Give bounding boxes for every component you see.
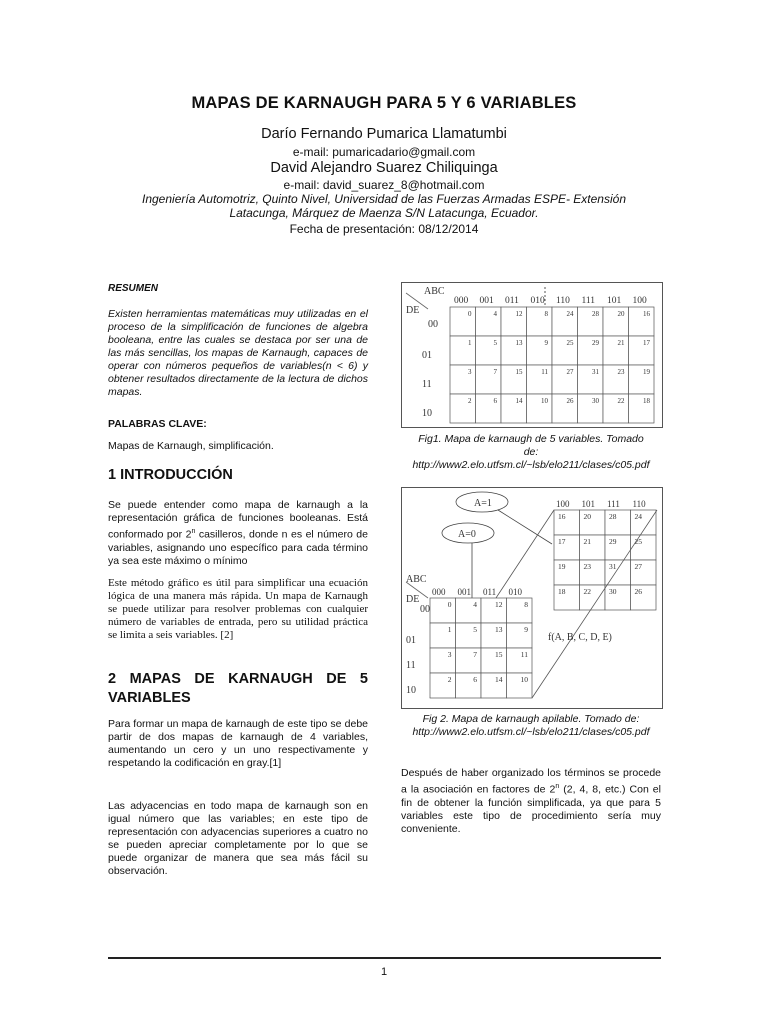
fig1-cell-value: 3 <box>468 368 472 376</box>
fig1-cell-value: 9 <box>544 339 548 347</box>
fig1-cell <box>450 394 476 423</box>
fig2-back-header: 100 <box>556 499 570 509</box>
fig1-cell <box>450 365 476 394</box>
fig2-front-cell <box>481 648 507 673</box>
figure-1-svg <box>402 283 662 427</box>
fig2-back-cell-value: 30 <box>609 587 617 596</box>
fig1-caption-line-3: http://www2.elo.utfsm.cl/~lsb/elo211/clases/c05.pdf <box>412 459 650 471</box>
fig2-caption-line-1: Fig 2. Mapa de karnaugh apilable. Tomado de: <box>422 713 640 725</box>
fig1-cell-value: 12 <box>515 310 523 318</box>
fig2-front-cell-value: 6 <box>473 675 477 684</box>
palabras-clave-text: Mapas de Karnaugh, simplificación. <box>108 440 274 452</box>
fig1-cell <box>527 394 553 423</box>
fig2-caption-line-2: http://www2.elo.utfsm.cl/~lsb/elo211/clases/c05.pdf <box>412 726 650 738</box>
fig1-cell-value: 18 <box>643 397 650 405</box>
fig2-back-header: 101 <box>581 499 595 509</box>
section-1-paragraph-1 <box>108 499 368 568</box>
figure-2-svg <box>402 488 662 708</box>
fig2-front-cell <box>507 598 533 623</box>
fig1-cell <box>476 365 502 394</box>
affiliation-line-1: Ingeniería Automotriz, Quinto Nivel, Universidad de las Fuerzas Armadas ESPE- Extensión <box>142 192 626 206</box>
fig2-front-cell <box>507 623 533 648</box>
fig1-row-header: 01 <box>422 350 432 361</box>
fig1-cell-value: 30 <box>592 397 599 405</box>
section-1-paragraph-2: Este método gráfico es útil para simplificar una ecuación lógica de una manera más rápida. Un mapa de Karnaugh se puede utilizar para resolver problemas con cualquier número de variables de entrada, pero su utilidad práctica se limita a seis variables. [2] <box>108 577 368 641</box>
fig2-front-cell-value: 13 <box>495 625 503 634</box>
fig2-front-cell-value: 9 <box>524 625 528 634</box>
affiliation <box>110 192 658 220</box>
fig2-back-cell-value: 27 <box>634 562 642 571</box>
fig1-cell-value: 27 <box>566 368 574 376</box>
section-2-paragraph-2: Las adyacencias en todo mapa de karnaugh son en igual número que las variables; en este tipo de representación con adyacencias superiores a cuatro no se pueden apreciar completamente por lo que se puede organizar de manera que sea más fácil su observación. <box>108 800 368 877</box>
fig1-cell <box>552 336 578 365</box>
fig1-cell-value: 6 <box>493 397 497 405</box>
fig2-function-label: f(A, B, C, D, E) <box>548 632 612 643</box>
fig1-cell-value: 1 <box>468 339 472 347</box>
fig2-back-cell-value: 19 <box>558 562 566 571</box>
fig1-cell <box>578 365 604 394</box>
fig1-corner-abc: ABC <box>424 286 445 297</box>
fig1-cell <box>629 336 655 365</box>
section-2-paragraph-1: Para formar un mapa de karnaugh de este tipo se debe partir de dos mapas de karnaugh de 4 variables, aumentando un cero y un uno respectivamente y respetando la codificación en gray.[1] <box>108 718 368 769</box>
fig2-front-cell <box>481 623 507 648</box>
fig2-front-cell <box>430 598 456 623</box>
fig1-cell-value: 25 <box>566 339 574 347</box>
fig1-cell <box>603 394 629 423</box>
fig2-bubble-a0-label: A=0 <box>458 529 476 540</box>
fig1-cell <box>552 394 578 423</box>
fig1-cell <box>629 307 655 336</box>
fig2-front-header: 010 <box>508 587 522 597</box>
fig2-row-header: 01 <box>406 635 416 646</box>
fig2-front-cell <box>507 673 533 698</box>
fig2-back-cell-value: 29 <box>609 537 617 546</box>
affiliation-line-2: Latacunga, Márquez de Maenza S/N Latacunga, Ecuador. <box>229 206 539 220</box>
fig2-back-cell-value: 17 <box>558 537 566 546</box>
fig2-front-cell-value: 1 <box>447 625 452 634</box>
footer-rule <box>108 957 661 959</box>
email-2: e-mail: david_suarez_8@hotmail.com <box>283 178 485 192</box>
fig1-cell <box>578 394 604 423</box>
fig1-cell-value: 10 <box>541 397 548 405</box>
fig2-front-cell <box>430 648 456 673</box>
fig2-back-cell-value: 28 <box>609 512 617 521</box>
presentation-date: Fecha de presentación: 08/12/2014 <box>289 222 479 236</box>
fig1-cell <box>527 365 553 394</box>
fig2-front-cell <box>456 598 482 623</box>
figure-1-caption <box>395 433 667 472</box>
fig1-cell <box>527 307 553 336</box>
fig1-cell-value: 14 <box>515 397 523 405</box>
fig2-front-cell <box>456 648 482 673</box>
fig1-cell <box>450 307 476 336</box>
fig1-cell-value: 17 <box>643 339 650 347</box>
fig1-row-header: 11 <box>422 379 432 390</box>
fig1-cell <box>476 336 502 365</box>
resumen-heading: RESUMEN <box>108 283 159 294</box>
fig2-row-header: 10 <box>406 685 416 696</box>
sec1-p1-sup: n <box>191 528 196 535</box>
fig1-cell <box>578 307 604 336</box>
fig2-front-cell-value: 0 <box>447 600 452 609</box>
right-paragraph-1 <box>401 767 661 836</box>
fig2-front-cell <box>481 673 507 698</box>
fig2-back-cell-value: 24 <box>634 512 642 521</box>
fig1-cell-value: 24 <box>566 310 574 318</box>
section-1-heading: 1 INTRODUCCIÓN <box>108 467 233 483</box>
fig2-row-header: 11 <box>406 660 416 671</box>
fig1-col-header: 101 <box>607 296 622 306</box>
section-2-heading: 2 MAPAS DE KARNAUGH DE 5 VARIABLES <box>108 671 368 706</box>
fig1-cell-value: 23 <box>617 368 625 376</box>
fig1-cell <box>501 336 527 365</box>
fig2-front-cell-value: 7 <box>473 650 477 659</box>
fig2-front-cell-value: 11 <box>520 650 528 659</box>
fig2-front-cell <box>456 623 482 648</box>
author-2: David Alejandro Suarez Chiliquinga <box>270 160 498 176</box>
fig1-cell <box>552 307 578 336</box>
fig2-front-grid <box>406 587 532 698</box>
fig2-front-cell-value: 15 <box>495 650 503 659</box>
fig1-row-header: 10 <box>422 408 432 419</box>
fig2-front-cell-value: 4 <box>473 600 477 609</box>
fig1-col-header: 111 <box>581 296 596 306</box>
fig1-cell-value: 15 <box>515 368 523 376</box>
fig1-col-header: 010 <box>530 296 545 306</box>
fig2-corner-de: DE <box>406 594 420 605</box>
fig1-cell-value: 29 <box>592 339 599 347</box>
resumen-text: Existen herramientas matemáticas muy utilizadas en el proceso de la simplificación de funciones de algebra booleana, entre las cuales se destaca por ser una de las más sencillas, los mapas de Karnaugh, capaces de operar con números pequeños de variables(n < 6) y obtener resultados directamente de la lectura de dichos mapas. <box>108 308 368 398</box>
fig2-back-cell-value: 18 <box>558 587 566 596</box>
fig1-cell <box>552 365 578 394</box>
fig1-cell-value: 26 <box>566 397 574 405</box>
fig1-cell <box>501 365 527 394</box>
email-1: e-mail: pumaricadario@gmail.com <box>292 145 476 159</box>
fig1-caption-line-2: de: <box>523 446 539 458</box>
right-p1-text-a: Después de haber organizado los términos se procede a la asociación en factores de 2 <box>401 767 661 796</box>
fig1-cell <box>476 394 502 423</box>
fig2-front-cell-value: 5 <box>473 625 477 634</box>
fig2-back-cell-value: 31 <box>609 562 617 571</box>
fig2-front-header: 011 <box>483 587 497 597</box>
fig2-back-cell-value: 21 <box>583 537 591 546</box>
fig1-cell <box>629 394 655 423</box>
fig2-front-cell-value: 3 <box>447 650 452 659</box>
fig1-cell-value: 7 <box>493 368 497 376</box>
fig1-cell-value: 19 <box>643 368 650 376</box>
fig1-cell <box>603 336 629 365</box>
fig2-front-cell <box>430 623 456 648</box>
fig2-back-cell-value: 22 <box>583 587 591 596</box>
fig2-front-cell <box>481 598 507 623</box>
fig1-cell-value: 28 <box>592 310 599 318</box>
fig2-front-cell <box>456 673 482 698</box>
fig2-back-header: 111 <box>607 499 620 509</box>
fig1-cell-value: 8 <box>544 310 548 318</box>
fig1-cell <box>578 336 604 365</box>
fig1-corner-de: DE <box>406 305 420 316</box>
fig1-cell <box>629 365 655 394</box>
fig2-back-grid <box>554 499 656 610</box>
fig1-cell-value: 16 <box>643 310 650 318</box>
fig2-back-cell-value: 25 <box>634 537 642 546</box>
fig1-caption-line-1: Fig1. Mapa de karnaugh de 5 variables. Tomado <box>418 433 644 445</box>
fig2-front-cell-value: 2 <box>447 675 452 684</box>
fig1-cell-value: 0 <box>468 310 472 318</box>
sec1-p1-text-b: casilleros, donde n es el número de variables, asignando uno específico para cada término ya sea este máximo o mínimo <box>108 528 368 567</box>
figure-2-caption <box>395 713 667 739</box>
fig1-cell-value: 20 <box>617 310 625 318</box>
fig2-row-header: 00 <box>420 604 430 615</box>
fig2-bubble-a1-label: A=1 <box>474 498 492 509</box>
figure-1-kmap-5-variables <box>401 282 663 428</box>
fig1-cell-value: 13 <box>515 339 523 347</box>
fig2-front-cell-value: 10 <box>520 675 528 684</box>
author-1: Darío Fernando Pumarica Llamatumbi <box>261 126 507 142</box>
fig2-front-cell-value: 12 <box>495 600 503 609</box>
fig1-row-header: 00 <box>428 319 438 330</box>
fig2-back-header: 110 <box>632 499 646 509</box>
fig2-back-cell-value: 16 <box>558 512 566 521</box>
paper-title: MAPAS DE KARNAUGH PARA 5 Y 6 VARIABLES <box>191 94 577 112</box>
fig2-front-header: 000 <box>432 587 446 597</box>
palabras-clave-heading: PALABRAS CLAVE: <box>108 418 207 430</box>
fig1-cell <box>527 336 553 365</box>
fig1-cell <box>476 307 502 336</box>
fig1-cell-value: 22 <box>617 397 625 405</box>
fig1-col-header: 000 <box>454 296 469 306</box>
fig2-front-cell-value: 8 <box>524 600 528 609</box>
fig2-back-cell-value: 23 <box>583 562 591 571</box>
fig1-cell-value: 31 <box>592 368 599 376</box>
figure-2-stacked-kmap <box>401 487 663 709</box>
fig1-grid <box>422 296 654 423</box>
fig2-corner-abc: ABC <box>406 574 427 585</box>
fig1-cell-value: 4 <box>493 310 497 318</box>
fig1-col-header: 001 <box>479 296 494 306</box>
sec1-p1-text-a: Se puede entender como mapa de karnaugh a la representación gráfica de funciones booleanas. Está conformado por 2 <box>108 499 368 541</box>
right-p1-sup: n <box>555 783 560 790</box>
fig2-back-cell-value: 20 <box>583 512 591 521</box>
fig2-back-cell-value: 26 <box>634 587 642 596</box>
fig1-col-header: 100 <box>632 296 647 306</box>
fig1-cell <box>501 307 527 336</box>
fig1-cell <box>501 394 527 423</box>
fig1-col-header: 011 <box>505 296 519 306</box>
fig2-front-cell <box>507 648 533 673</box>
fig2-front-cell <box>430 673 456 698</box>
page-number: 1 <box>380 966 388 978</box>
fig1-cell <box>603 307 629 336</box>
fig1-cell-value: 21 <box>617 339 625 347</box>
fig2-front-cell-value: 14 <box>495 675 503 684</box>
fig1-cell-value: 2 <box>468 397 472 405</box>
fig1-cell <box>450 336 476 365</box>
fig2-front-header: 001 <box>457 587 471 597</box>
fig1-cell-value: 11 <box>541 368 548 376</box>
right-p1-text-b: (2, 4, 8, etc.) Con el fin de obtener la función simplificada, ya que para 5 variables este tipo de procedimiento sería muy conveniente. <box>401 783 661 835</box>
fig1-cell-value: 5 <box>493 339 497 347</box>
fig1-cell <box>603 365 629 394</box>
fig1-col-header: 110 <box>556 296 570 306</box>
